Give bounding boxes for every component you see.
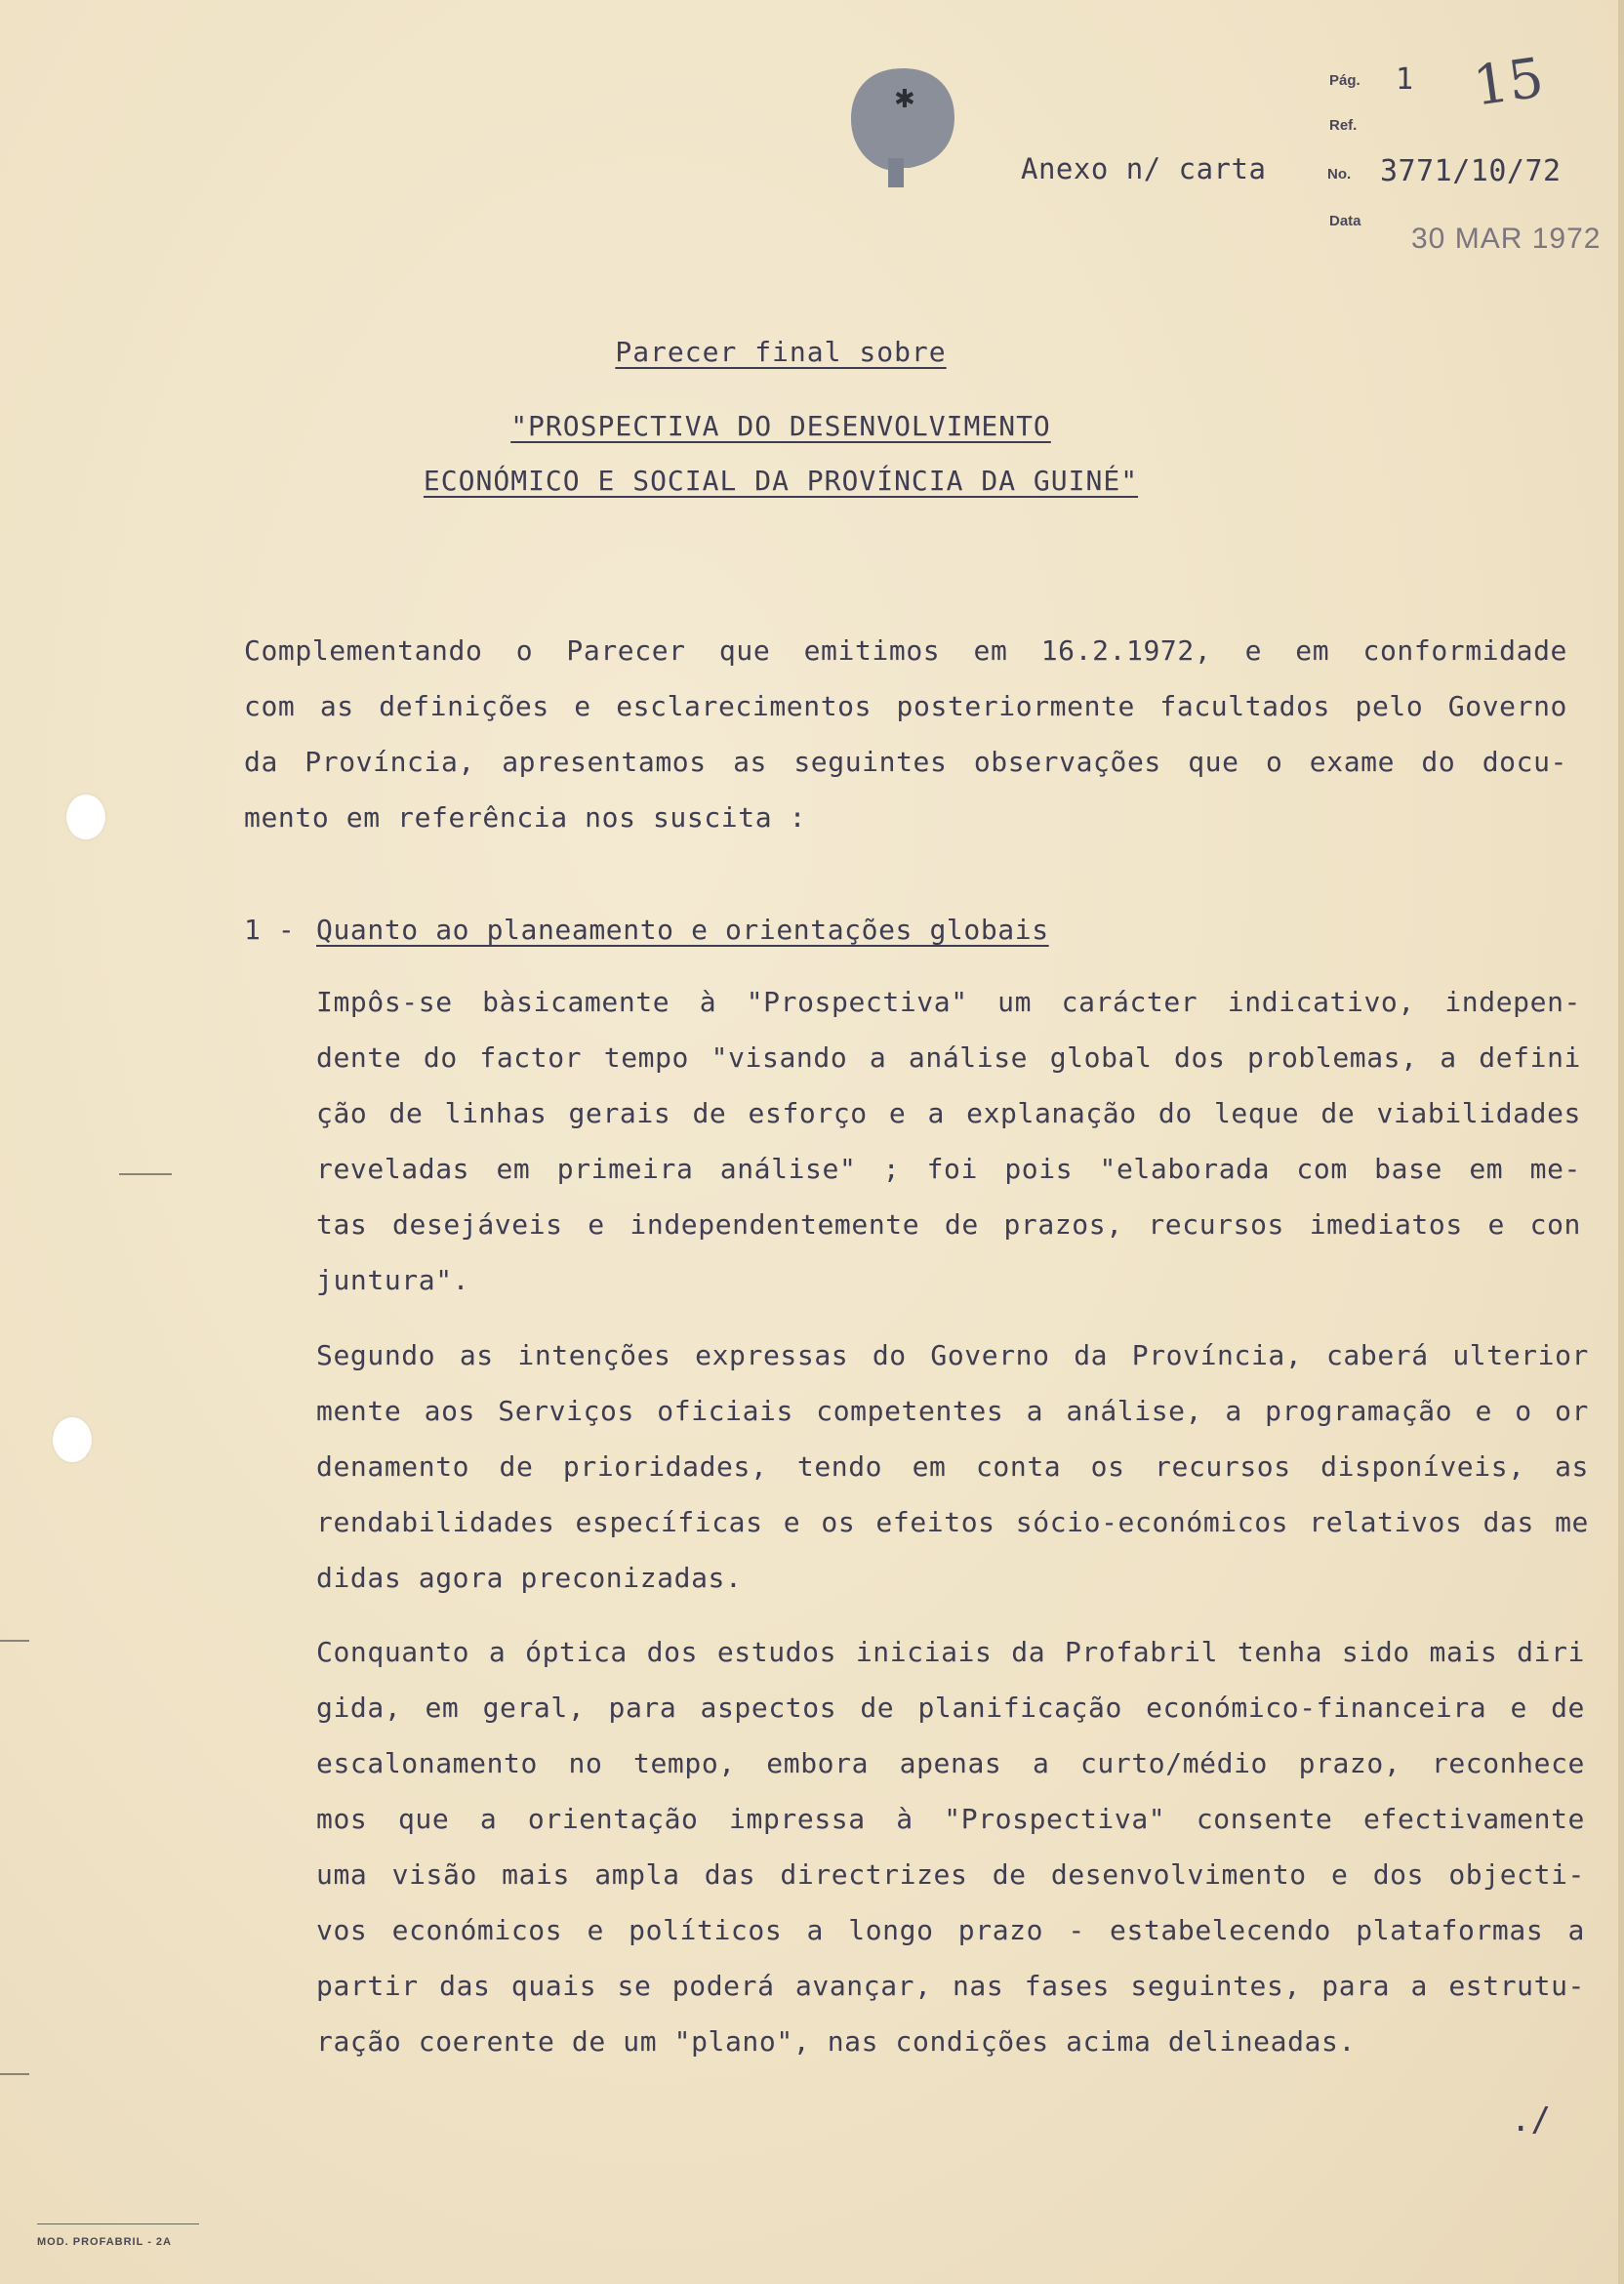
text-line: gida, em geral, para aspectos de planificação económico-financeira e de [316, 1692, 1585, 1724]
section-1-paragraph-2 [316, 1327, 1589, 1606]
title-line-2: "PROSPECTIVA DO DESENVOLVIMENTO [510, 410, 1051, 442]
text-line: escalonamento no tempo, embora apenas a curto/médio prazo, reconhece [316, 1747, 1585, 1779]
text-line: vos económicos e políticos a longo prazo - estabelecendo plataformas a [316, 1914, 1585, 1946]
section-1-heading: Quanto ao planeamento e orientações globais [316, 914, 1049, 946]
text-line: dente do factor tempo "visando a análise global dos problemas, a defini [316, 1041, 1581, 1074]
reference-number: 3771/10/72 [1380, 154, 1562, 188]
date-label: Data [1329, 213, 1361, 229]
text-line: reveladas em primeira análise" ; foi pois "elaborada com base em me- [316, 1153, 1581, 1185]
text-line: ção de linhas gerais de esforço e a explanação do leque de viabilidades [316, 1097, 1581, 1129]
text-line: tas desejáveis e independentemente de prazos, recursos imediatos e con [316, 1208, 1581, 1241]
svg-text:✱: ✱ [894, 85, 915, 114]
text-line: didas agora preconizadas. [316, 1562, 743, 1594]
date-stamp: 30 MAR 1972 [1411, 223, 1602, 255]
no-label: No. [1327, 166, 1352, 183]
intro-paragraph [244, 623, 1567, 845]
text-line: Conquanto a óptica dos estudos iniciais da Profabril tenha sido mais diri [316, 1636, 1585, 1668]
text-line: partir das quais se poderá avançar, nas fases seguintes, para a estrutu- [316, 1970, 1585, 2002]
annex-text: Anexo n/ carta [1021, 152, 1267, 185]
punch-hole [66, 795, 105, 839]
text-line: mos que a orientação impressa à "Prospectiva" consente efectivamente [316, 1803, 1585, 1835]
punch-hole [53, 1417, 92, 1462]
form-code: MOD. PROFABRIL - 2A [37, 2223, 199, 2248]
margin-fold-mark [119, 1173, 172, 1175]
page-value: 1 [1396, 62, 1414, 97]
text-line: ração coerente de um "plano", nas condições acima delineadas. [316, 2025, 1356, 2058]
section-1-number: 1 - [244, 914, 296, 946]
paper-edge [1618, 0, 1624, 2284]
continuation-mark: ./ [1511, 2100, 1551, 2140]
margin-fold-mark [0, 1640, 29, 1642]
text-line: da Província, apresentamos as seguintes observações que o exame do docu- [244, 746, 1567, 778]
text-line: Segundo as intenções expressas do Governo da Província, caberá ulterior [316, 1339, 1589, 1371]
handwritten-page-number: 15 [1469, 46, 1548, 119]
text-line: denamento de prioridades, tendo em conta os recursos disponíveis, as [316, 1450, 1589, 1483]
text-line: rendabilidades específicas e os efeitos sócio-económicos relativos das me [316, 1506, 1589, 1538]
profabril-logo-icon [847, 64, 958, 191]
text-line: mente aos Serviços oficiais competentes a análise, a programação e o or [316, 1395, 1589, 1427]
text-line: juntura". [316, 1264, 470, 1296]
text-line: uma visão mais ampla das directrizes de desenvolvimento e dos objecti- [316, 1858, 1585, 1891]
section-1-paragraph-1 [316, 974, 1581, 1308]
title-line-3: ECONÓMICO E SOCIAL DA PROVÍNCIA DA GUINÉ" [423, 465, 1139, 497]
title-line-1: Parecer final sobre [615, 336, 947, 368]
page-label: Pág. [1329, 72, 1360, 89]
text-line: Complementando o Parecer que emitimos em 16.2.1972, e em conformidade [244, 634, 1567, 667]
text-line: mento em referência nos suscita : [244, 801, 807, 834]
text-line: com as definições e esclarecimentos posteriormente facultados pelo Governo [244, 690, 1567, 722]
ref-label: Ref. [1329, 117, 1358, 134]
text-line: Impôs-se bàsicamente à "Prospectiva" um carácter indicativo, indepen- [316, 986, 1581, 1018]
margin-fold-mark [0, 2073, 29, 2075]
section-1-paragraph-3 [316, 1624, 1585, 2069]
